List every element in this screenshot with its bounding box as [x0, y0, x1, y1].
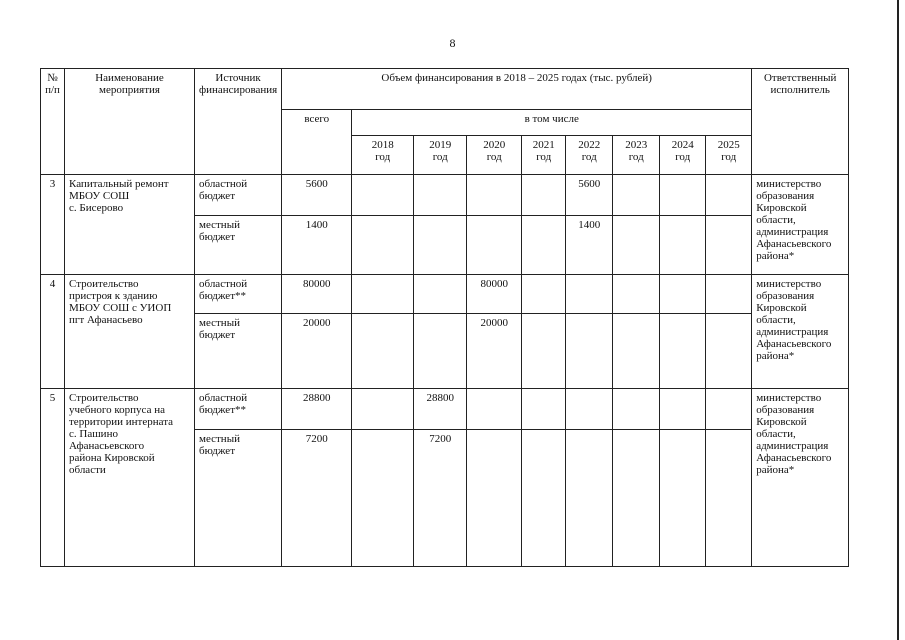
year-amount	[566, 430, 613, 567]
year-amount: 1400	[566, 216, 613, 275]
header-year: 2023 год	[613, 136, 660, 175]
year-amount	[352, 389, 414, 430]
header-responsible: Ответственный исполнитель	[752, 69, 849, 175]
year-amount: 20000	[467, 314, 522, 389]
year-amount	[613, 430, 660, 567]
header-name: Наименование мероприятия	[65, 69, 195, 175]
header-num: № п/п	[41, 69, 65, 175]
year-amount: 7200	[414, 430, 467, 567]
year-amount	[613, 175, 660, 216]
header-including: в том числе	[352, 110, 752, 136]
year-amount	[706, 216, 752, 275]
page-edge-line	[897, 0, 899, 640]
header-year: 2021 год	[522, 136, 566, 175]
year-amount	[613, 314, 660, 389]
header-year: 2025 год	[706, 136, 752, 175]
year-amount	[660, 389, 706, 430]
year-amount	[706, 314, 752, 389]
year-amount	[352, 314, 414, 389]
year-amount	[613, 275, 660, 314]
header-year: 2018 год	[352, 136, 414, 175]
year-amount	[522, 430, 566, 567]
funding-source: областной бюджет	[195, 175, 282, 216]
total-amount: 5600	[282, 175, 352, 216]
funding-source: местный бюджет	[195, 216, 282, 275]
year-amount	[706, 275, 752, 314]
year-amount	[706, 430, 752, 567]
responsible-executor: министерство образования Кировской области, администрация Афанасьевского района*	[752, 175, 849, 275]
responsible-executor: министерство образования Кировской области, администрация Афанасьевского района*	[752, 275, 849, 389]
header-total: всего	[282, 110, 352, 175]
year-amount	[522, 389, 566, 430]
year-amount	[660, 314, 706, 389]
year-amount	[414, 216, 467, 275]
year-amount	[467, 389, 522, 430]
total-amount: 28800	[282, 389, 352, 430]
activity-name: Строительство пристроя к зданию МБОУ СОШ с УИОП пгт Афанасьево	[65, 275, 195, 389]
year-amount	[660, 430, 706, 567]
funding-source: областной бюджет**	[195, 389, 282, 430]
activity-name: Строительство учебного корпуса на территории интерната с. Пашино Афанасьевского района Кировской области	[65, 389, 195, 567]
year-amount	[566, 275, 613, 314]
total-amount: 7200	[282, 430, 352, 567]
year-amount	[352, 430, 414, 567]
year-amount	[522, 275, 566, 314]
year-amount	[414, 175, 467, 216]
year-amount: 28800	[414, 389, 467, 430]
year-amount	[706, 389, 752, 430]
year-amount	[352, 175, 414, 216]
funding-source: местный бюджет	[195, 314, 282, 389]
year-amount	[566, 389, 613, 430]
year-amount	[467, 175, 522, 216]
funding-source: областной бюджет**	[195, 275, 282, 314]
header-source: Источник финансирования	[195, 69, 282, 175]
year-amount	[467, 430, 522, 567]
total-amount: 1400	[282, 216, 352, 275]
row-number: 4	[41, 275, 65, 389]
year-amount	[522, 216, 566, 275]
year-amount	[660, 175, 706, 216]
page-number: 8	[449, 36, 456, 50]
activity-name: Капитальный ремонт МБОУ СОШ с. Бисерово	[65, 175, 195, 275]
header-year: 2024 год	[660, 136, 706, 175]
header-year: 2020 год	[467, 136, 522, 175]
table-row	[41, 389, 849, 430]
year-amount	[706, 175, 752, 216]
year-amount	[352, 275, 414, 314]
year-amount	[566, 314, 613, 389]
total-amount: 80000	[282, 275, 352, 314]
table-row	[41, 275, 849, 314]
year-amount	[467, 216, 522, 275]
total-amount: 20000	[282, 314, 352, 389]
year-amount	[522, 175, 566, 216]
header-volume: Объем финансирования в 2018 – 2025 годах (тыс. рублей)	[282, 69, 752, 110]
table-row	[41, 175, 849, 216]
header-year: 2019 год	[414, 136, 467, 175]
year-amount	[660, 275, 706, 314]
responsible-executor: министерство образования Кировской области, администрация Афанасьевского района*	[752, 389, 849, 567]
year-amount	[613, 216, 660, 275]
year-amount	[414, 275, 467, 314]
year-amount	[414, 314, 467, 389]
header-row-1	[41, 69, 849, 110]
funding-source: местный бюджет	[195, 430, 282, 567]
financing-table	[40, 68, 849, 567]
year-amount	[522, 314, 566, 389]
year-amount	[352, 216, 414, 275]
year-amount: 5600	[566, 175, 613, 216]
year-amount: 80000	[467, 275, 522, 314]
row-number: 3	[41, 175, 65, 275]
header-year: 2022 год	[566, 136, 613, 175]
year-amount	[613, 389, 660, 430]
row-number: 5	[41, 389, 65, 567]
year-amount	[660, 216, 706, 275]
